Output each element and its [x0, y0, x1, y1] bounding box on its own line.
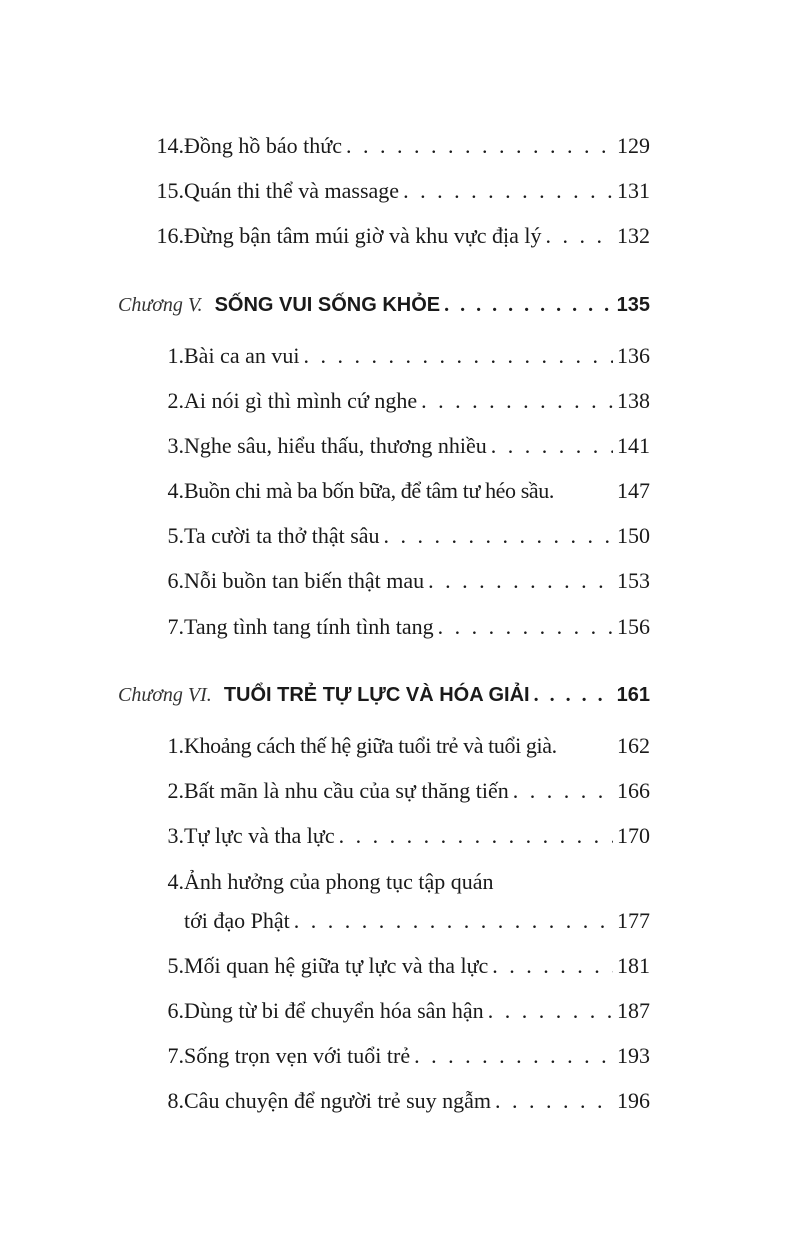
dot-leader — [384, 519, 613, 553]
toc-entry[interactable] — [148, 384, 650, 418]
toc-entry[interactable] — [148, 564, 650, 598]
toc-entry[interactable] — [148, 429, 650, 463]
toc-entry[interactable] — [148, 994, 650, 1028]
chapter-heading[interactable] — [118, 287, 650, 323]
toc-entry[interactable] — [148, 519, 650, 553]
chapter-label: Chương V. — [118, 294, 203, 316]
chapter-title: SỐNG VUI SỐNG KHỎE — [214, 294, 441, 316]
chapter-heading[interactable] — [118, 677, 650, 713]
dot-leader — [492, 949, 613, 983]
dot-leader — [444, 287, 612, 323]
entry-number: 7. — [167, 1043, 184, 1068]
toc-entry[interactable] — [148, 474, 650, 508]
toc-entry[interactable] — [148, 219, 650, 253]
entry-number: 1. — [167, 343, 184, 368]
toc-entry[interactable] — [148, 729, 650, 763]
entry-title-continuation: tới đạo Phật — [184, 908, 290, 933]
entry-title: Quán thi thể và massage — [184, 178, 400, 203]
entry-page: 132 — [617, 223, 650, 248]
dot-leader — [428, 564, 613, 598]
entry-title: Bài ca an vui — [184, 343, 300, 368]
entry-number: 3. — [167, 433, 184, 458]
entry-page: 162 — [617, 733, 650, 758]
entry-number: 2. — [167, 388, 184, 413]
entry-page: 166 — [617, 778, 650, 803]
entry-page: 136 — [617, 343, 650, 368]
entry-page: 196 — [617, 1088, 650, 1113]
entry-page: 150 — [617, 523, 650, 548]
entry-title: Sống trọn vẹn với tuổi trẻ — [184, 1043, 411, 1068]
toc-entry[interactable] — [148, 1039, 650, 1073]
toc-entry[interactable] — [148, 610, 650, 644]
entry-page: 177 — [617, 908, 650, 933]
chapter-page: 161 — [616, 684, 650, 706]
dot-leader — [403, 174, 613, 208]
dot-leader — [421, 384, 613, 418]
entry-page: 131 — [617, 178, 650, 203]
entry-number: 6. — [167, 568, 184, 593]
entry-page: 138 — [617, 388, 650, 413]
dot-leader — [303, 339, 613, 373]
entry-page: 156 — [617, 614, 650, 639]
toc-entry[interactable] — [148, 865, 650, 899]
entry-number: 2. — [167, 778, 184, 803]
entry-page: 153 — [617, 568, 650, 593]
toc-entry[interactable] — [148, 949, 650, 983]
entry-title: Đồng hồ báo thức — [184, 133, 342, 158]
dot-leader — [438, 610, 613, 644]
entry-number: 6. — [167, 998, 184, 1023]
entry-title: Nỗi buồn tan biến thật mau — [184, 568, 425, 593]
toc-entry-continuation[interactable] — [184, 904, 650, 938]
entry-title: Ai nói gì thì mình cứ nghe — [184, 388, 418, 413]
toc-entry[interactable] — [148, 129, 650, 163]
entry-title: Đừng bận tâm múi giờ và khu vực địa lý — [184, 223, 542, 248]
entry-number: 3. — [167, 823, 184, 848]
entry-title: Dùng từ bi để chuyển hóa sân hận — [184, 998, 484, 1023]
entry-number: 4. — [167, 478, 184, 503]
entry-title: Buồn chi mà ba bốn bữa, để tâm tư héo sầu. — [184, 478, 554, 503]
entry-title: Tự lực và tha lực — [184, 823, 335, 848]
entry-number: 1. — [167, 733, 184, 758]
entry-page: 141 — [617, 433, 650, 458]
toc-entry[interactable] — [148, 174, 650, 208]
toc-entry[interactable] — [148, 774, 650, 808]
entry-number: 15. — [156, 178, 184, 203]
dot-leader — [545, 219, 613, 253]
entry-title: Câu chuyện để người trẻ suy ngẫm — [184, 1088, 492, 1113]
entry-number: 16. — [156, 223, 184, 248]
entry-number: 8. — [167, 1088, 184, 1113]
entry-page: 187 — [617, 998, 650, 1023]
dot-leader — [339, 819, 613, 853]
chapter-title: TUỔI TRẺ TỰ LỰC VÀ HÓA GIẢI — [223, 684, 530, 706]
entry-title: Ta cười ta thở thật sâu — [184, 523, 380, 548]
toc-entry[interactable] — [148, 819, 650, 853]
entry-title: Bất mãn là nhu cầu của sự thăng tiến — [184, 778, 509, 803]
entry-number: 5. — [167, 953, 184, 978]
dot-leader — [513, 774, 613, 808]
dot-leader — [491, 429, 613, 463]
chapter-page: 135 — [616, 294, 650, 316]
entry-title: Nghe sâu, hiểu thấu, thương nhiều — [184, 433, 487, 458]
dot-leader — [488, 994, 613, 1028]
dot-leader — [534, 677, 613, 713]
entry-page: 193 — [617, 1043, 650, 1068]
entry-page: 129 — [617, 133, 650, 158]
entry-title: Mối quan hệ giữa tự lực và tha lực — [184, 953, 489, 978]
entry-page: 147 — [617, 478, 650, 503]
toc-entry[interactable] — [148, 1084, 650, 1118]
entry-title: Khoảng cách thế hệ giữa tuổi trẻ và tuổi già. — [184, 733, 557, 758]
entry-number: 14. — [156, 133, 184, 158]
entry-number: 7. — [167, 614, 184, 639]
entry-page: 170 — [617, 823, 650, 848]
entry-title: Tang tình tang tính tình tang — [184, 614, 434, 639]
toc-entry[interactable] — [148, 339, 650, 373]
entry-number: 5. — [167, 523, 184, 548]
entry-title: Ảnh hưởng của phong tục tập quán — [184, 869, 494, 894]
entry-number: 4. — [167, 869, 184, 894]
dot-leader — [495, 1084, 613, 1118]
chapter-label: Chương VI. — [118, 684, 212, 706]
entry-page: 181 — [617, 953, 650, 978]
dot-leader — [414, 1039, 613, 1073]
dot-leader — [294, 904, 613, 938]
dot-leader — [346, 129, 613, 163]
